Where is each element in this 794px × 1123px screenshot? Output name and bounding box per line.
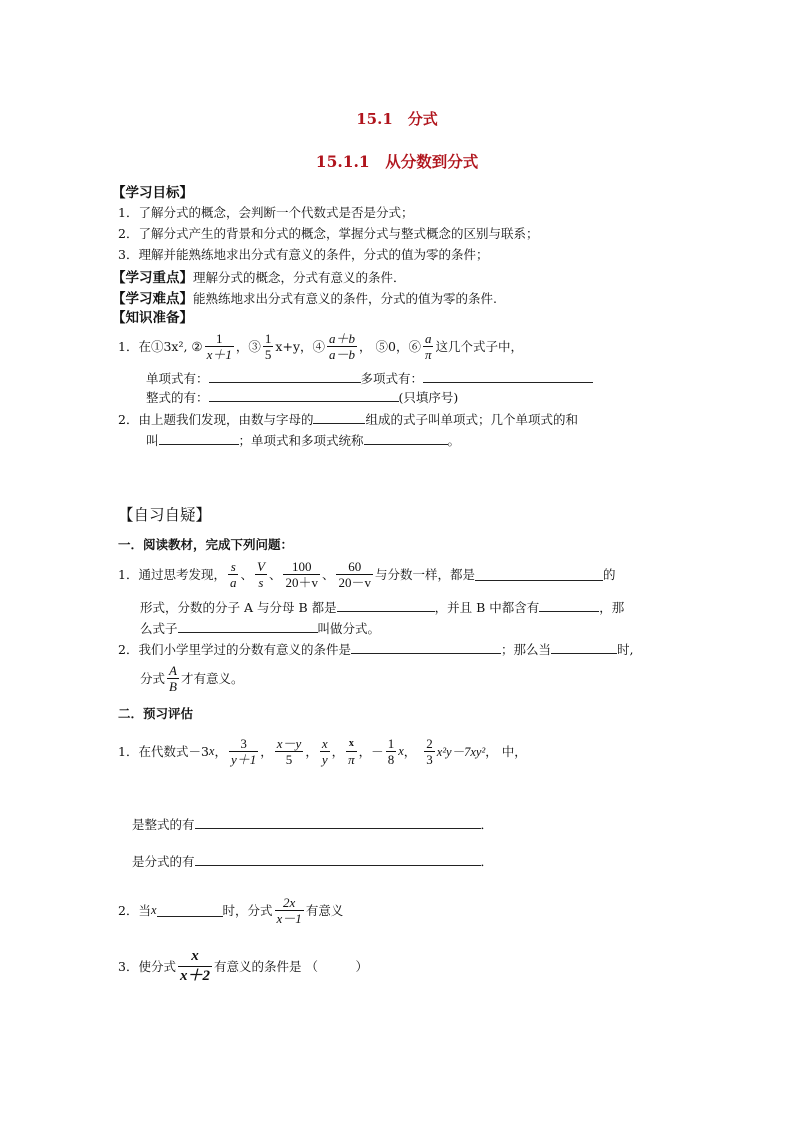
mono-blank[interactable] (209, 370, 361, 383)
eval-frac-blank[interactable] (195, 853, 481, 866)
read-q1-blank2[interactable] (337, 599, 435, 612)
frac-xy-5 (275, 736, 304, 767)
frac-num: 60 (348, 558, 362, 574)
prep-q2-e: 。 (447, 433, 461, 448)
sep: 、 (321, 567, 335, 582)
read-q2-line1 (118, 640, 633, 658)
sep: 、 (240, 567, 253, 582)
comma: ， (358, 744, 372, 759)
eval-int-label: 是整式的有 (132, 817, 195, 832)
eval-int-blank[interactable] (195, 816, 481, 829)
prep-q2-line1 (118, 410, 578, 428)
frac-2-3 (424, 736, 435, 767)
fraction-3 (263, 331, 274, 362)
selfstudy-heading: 【自习自疑】 (118, 506, 212, 524)
mono-line (146, 369, 593, 387)
keypoint-text: 理解分式的概念，分式有意义的条件． (193, 270, 406, 285)
poly-label: 多项式有： (360, 371, 424, 386)
frac-num: x－y (276, 735, 302, 751)
comma: ， (331, 744, 345, 759)
goals-heading: 【学习目标】 (112, 185, 193, 201)
eval-q3-b: 有意义的条件是 （ ） (213, 959, 368, 974)
prep-q1-mid: ， ⑤0，⑥ (359, 339, 421, 354)
read-q1-blank4[interactable] (178, 620, 318, 633)
eval-q1 (118, 731, 527, 771)
frac-60 (336, 559, 373, 590)
read-q1-b: 与分数一样，都是 (375, 567, 476, 582)
frac-num: x (348, 737, 354, 749)
read-q2-line2 (140, 658, 243, 698)
read-q1-line2-a: 形式，分数的分子 A 与分母 B 都是 (140, 600, 337, 615)
read-q1-line2-c: ，那 (599, 600, 625, 615)
fraction-4 (327, 331, 357, 362)
read-q1-line3-b: 叫做分式。 (317, 621, 381, 636)
read-q1-line2 (140, 598, 624, 616)
difficulty-label: 【学习难点】 (112, 291, 193, 307)
frac-num: 2 (426, 735, 433, 751)
frac-num: a＋b (329, 330, 356, 346)
frac-den: x－1 (276, 910, 302, 926)
frac-den: 20－v (338, 574, 371, 590)
frac-num: 100 (291, 558, 312, 574)
int-line (146, 388, 458, 406)
minus-sign: － (371, 744, 384, 759)
period: ． (480, 817, 494, 832)
frac-den: y＋1 (230, 751, 257, 767)
frac-num: a (424, 330, 432, 346)
frac-x-pi (346, 736, 357, 767)
eval-q2 (118, 890, 343, 930)
prep-q2-d: ；单项式和多项式统称 (238, 433, 364, 448)
prep-q2-blank3[interactable] (364, 432, 448, 445)
prep-q2-blank2[interactable] (159, 432, 239, 445)
eval-q3-a: 3．使分式 (118, 959, 176, 974)
eval-q2-c: 有意义 (305, 903, 344, 918)
eval-q3 (118, 944, 368, 988)
frac-den: 5 (275, 751, 304, 767)
frac-den: 3 (426, 751, 433, 767)
difficulty-text: 能熟练地求出分式有意义的条件，分式的值为零的条件. (193, 291, 497, 306)
eval-frac-line (132, 852, 493, 870)
frac-den: a－b (329, 346, 356, 362)
read-q1-line3 (140, 619, 380, 637)
frac-num: s (230, 558, 236, 574)
read-q1-blank1[interactable] (475, 568, 603, 581)
frac-num: 3 (240, 735, 247, 751)
frac-A-B (167, 663, 179, 694)
part1-heading: 一．阅读教材，完成下列问题： (118, 537, 294, 552)
read-q2-c: 时, (616, 642, 634, 657)
frac-V-s (255, 559, 267, 590)
int-label: 整式的有： (146, 390, 209, 405)
frac-1-8 (386, 736, 397, 767)
eval-q2-a: 2．当 (118, 903, 151, 918)
read-q2-line2-a: 分式 (140, 671, 166, 686)
frac-100 (283, 559, 320, 590)
prep-heading: 【知识准备】 (112, 310, 193, 326)
eval-q1-end: ， 中， (485, 744, 527, 759)
eval-q2-b: 时，分式 (222, 903, 273, 918)
frac-num: x (191, 947, 199, 964)
poly-expr: x²y－7xy² (436, 745, 486, 759)
prep-q2-a: 2．由上题我们发现，由数与字母的 (118, 412, 314, 427)
mono-label: 单项式有： (146, 371, 209, 386)
frac-x-y (320, 736, 330, 767)
frac-den: 20＋v (285, 574, 318, 590)
prep-q2-line2 (146, 431, 460, 449)
prep-q1-after3: x+y，④ (275, 339, 326, 354)
var-x: x (150, 902, 157, 917)
prep-q1 (118, 326, 523, 366)
comma: ， (403, 744, 417, 759)
frac-x-x2 (178, 947, 212, 986)
read-q2-blank2[interactable] (551, 641, 617, 654)
read-q1-a: 1．通过思考发现， (118, 567, 226, 582)
period: ． (480, 854, 494, 869)
frac-den: 8 (387, 751, 395, 767)
frac-den: a (229, 574, 237, 590)
int-note: (只填序号) (398, 390, 459, 405)
goal-item-1: 1．了解分式的概念，会判断一个代数式是否是分式； (118, 205, 414, 220)
frac-num: A (169, 662, 177, 678)
prep-q1-suffix: 这几个式子中， (435, 339, 523, 354)
fraction-6 (423, 331, 434, 362)
comma: ， (260, 744, 273, 759)
frac-den: y (321, 751, 328, 767)
comma: ， (214, 744, 227, 759)
page-title: 15.1 分式 (356, 110, 438, 128)
frac-den: x＋2 (179, 967, 210, 984)
read-q1-line2-b: ，并且 B 中都含有 (434, 600, 540, 615)
read-q2-a: 2．我们小学里学过的分数有意义的条件是 (118, 642, 351, 657)
frac-den: π (424, 346, 432, 362)
eval-int-line (132, 815, 493, 833)
part2-heading: 二．预习评估 (118, 706, 194, 721)
frac-num: x (321, 735, 328, 751)
frac-num: 1 (264, 330, 272, 346)
frac-3-y1 (229, 736, 258, 767)
int-blank[interactable] (209, 389, 399, 402)
var-x: x (398, 743, 404, 758)
frac-den: π (348, 751, 355, 767)
goal-item-3: 3．理解并能熟练地求出分式有意义的条件，分式的值为零的条件； (118, 247, 489, 262)
read-q1-c: 的 (603, 567, 616, 582)
read-q1-blank3[interactable] (539, 599, 599, 612)
prep-q1-sep: ，③ (235, 339, 261, 354)
prep-q2-b: 组成的式子叫单项式；几个单项式的和 (365, 412, 578, 427)
read-q1-line3-a: 么式子 (140, 621, 178, 636)
keypoint-line (112, 266, 406, 286)
frac-den: B (169, 678, 177, 694)
prep-q2-c: 叫 (146, 433, 159, 448)
eval-q2-blank[interactable] (157, 904, 223, 917)
eval-frac-label: 是分式的有 (132, 854, 195, 869)
frac-2x-x1 (275, 895, 304, 926)
fraction-1 (205, 331, 234, 362)
frac-num: 1 (216, 330, 223, 346)
frac-den: 5 (264, 346, 272, 362)
read-q2-blank1[interactable] (351, 641, 501, 654)
keypoint-label: 【学习重点】 (112, 270, 193, 286)
prep-q1-prefix: 1．在①3x², ② (118, 339, 203, 354)
read-q2-line2-b: 才有意义。 (180, 671, 244, 686)
var-x: x (208, 743, 215, 758)
read-q2-b: ；那么当 (500, 642, 551, 657)
comma: ， (305, 744, 318, 759)
poly-blank[interactable] (423, 370, 593, 383)
frac-s-a (228, 559, 239, 590)
difficulty-line (112, 287, 497, 307)
frac-num: V (256, 558, 265, 574)
frac-den: s (255, 574, 267, 590)
goal-item-2: 2．了解分式产生的背景和分式的概念，掌握分式与整式概念的区别与联系； (118, 226, 539, 241)
read-q1-line1 (118, 554, 616, 594)
frac-den: x＋1 (206, 346, 232, 362)
frac-num: 1 (387, 735, 395, 751)
frac-num: 2x (283, 894, 296, 910)
eval-q1-a: 1．在代数式－3 (118, 744, 209, 759)
prep-q2-blank1[interactable] (313, 411, 365, 424)
page-subtitle: 15.1.1 从分数到分式 (315, 152, 479, 171)
sep: 、 (268, 567, 282, 582)
